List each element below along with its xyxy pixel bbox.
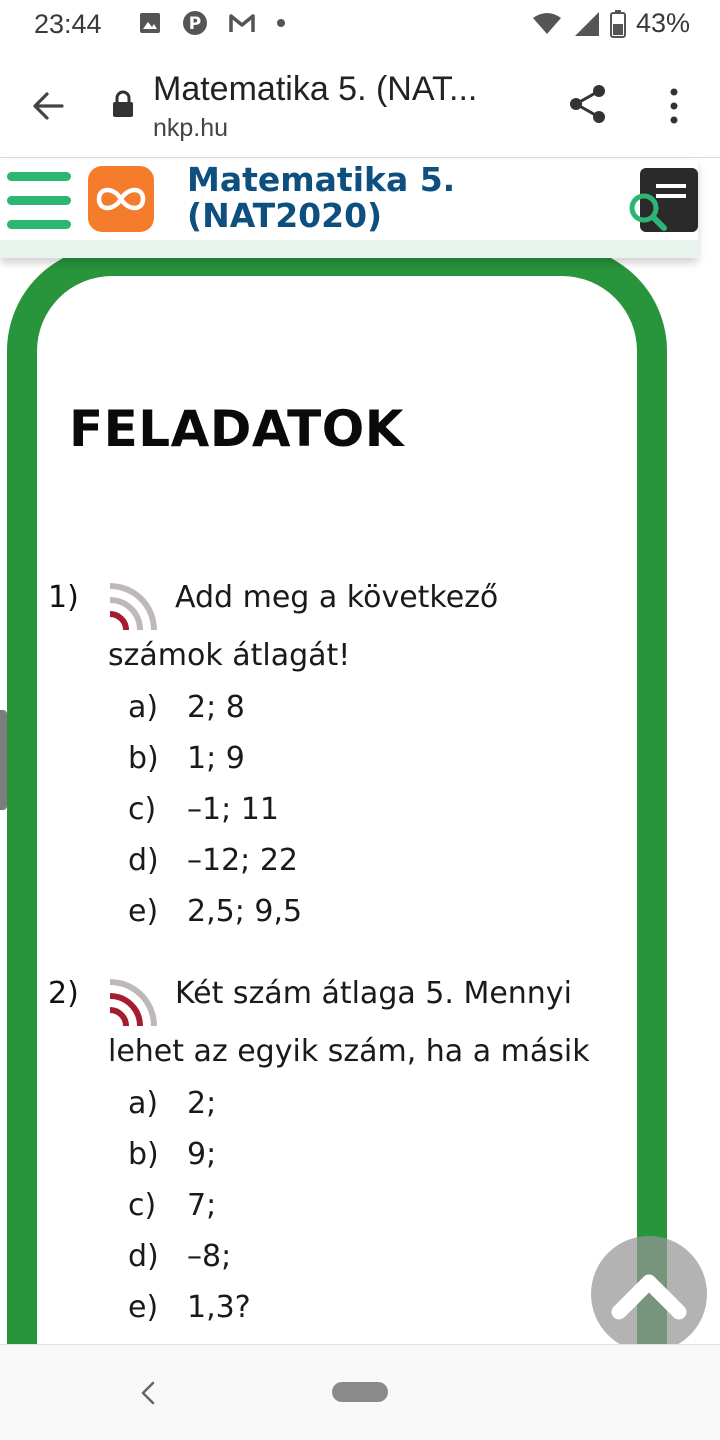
pinterest-icon (182, 10, 208, 36)
list-item (0, 792, 500, 836)
site-title-line1: Matematika 5. (187, 160, 456, 199)
lock-icon[interactable] (112, 90, 134, 118)
header-strip (0, 240, 698, 258)
task-number: 2) (48, 976, 79, 1011)
browser-toolbar (0, 52, 720, 158)
page-url[interactable]: nkp.hu (153, 114, 229, 142)
system-icons (532, 8, 690, 39)
item-letter: a) (128, 690, 159, 725)
list-item (0, 1086, 500, 1130)
item-value: 9; (187, 1137, 217, 1172)
item-value: –1; 11 (187, 792, 279, 827)
task-text-line2: számok átlagát! (108, 638, 351, 673)
item-value: 1; 9 (187, 741, 245, 776)
site-title[interactable] (187, 162, 455, 234)
svg-text:P: P (188, 14, 202, 34)
wifi-icon (532, 12, 562, 36)
dot-icon (276, 18, 286, 28)
task-text-line1: Add meg a következő (175, 580, 499, 615)
task-text-line1: Két szám átlaga 5. Mennyi (175, 976, 572, 1011)
site-logo[interactable] (88, 166, 154, 232)
list-item (0, 1137, 500, 1181)
nav-back-icon[interactable] (138, 1381, 158, 1405)
status-bar (0, 0, 720, 52)
hamburger-menu-icon[interactable] (7, 172, 71, 230)
item-letter: c) (128, 792, 157, 827)
battery-percent: 43% (635, 8, 690, 38)
nav-home-pill[interactable] (332, 1382, 388, 1402)
item-value: –12; 22 (187, 843, 298, 878)
edge-panel-handle[interactable] (0, 710, 7, 810)
list-item (0, 894, 500, 938)
list-item (0, 1290, 500, 1334)
item-letter: d) (128, 1239, 159, 1274)
list-item (0, 843, 500, 887)
list-item (0, 741, 500, 785)
list-item (0, 1188, 500, 1232)
section-heading: FELADATOK (69, 400, 405, 458)
chevron-up-icon (609, 1266, 689, 1322)
task-number: 1) (48, 580, 79, 615)
more-vert-icon[interactable] (664, 86, 684, 126)
site-title-line2: (NAT2020) (187, 196, 383, 235)
item-value: –8; (187, 1239, 232, 1274)
item-letter: b) (128, 1137, 159, 1172)
item-value: 1,3? (187, 1290, 251, 1325)
item-letter: d) (128, 843, 159, 878)
item-letter: c) (128, 1188, 157, 1223)
item-value: 7; (187, 1188, 217, 1223)
list-item (0, 690, 500, 734)
share-icon[interactable] (566, 82, 610, 126)
item-value: 2,5; 9,5 (187, 894, 303, 929)
list-item (0, 1239, 500, 1283)
difficulty-level-2-icon (106, 968, 168, 1030)
notification-icons (138, 10, 286, 36)
item-value: 2; 8 (187, 690, 245, 725)
item-letter: e) (128, 1290, 159, 1325)
scroll-to-top-button[interactable] (591, 1236, 707, 1352)
search-menu-icon[interactable] (626, 164, 698, 232)
gmail-icon (228, 12, 256, 34)
battery-icon (610, 10, 626, 38)
difficulty-level-1-icon (106, 572, 168, 634)
status-time: 23:44 (34, 9, 102, 39)
image-icon (138, 11, 162, 35)
signal-icon (572, 11, 600, 37)
item-value: 2; (187, 1086, 217, 1121)
item-letter: e) (128, 894, 159, 929)
page-title[interactable]: Matematika 5. (NAT... (153, 70, 478, 108)
infinity-icon (96, 184, 146, 214)
back-arrow-icon[interactable] (28, 86, 68, 126)
system-nav-bar (0, 1344, 720, 1440)
item-letter: a) (128, 1086, 159, 1121)
task-text-line2: lehet az egyik szám, ha a másik (108, 1034, 590, 1069)
item-letter: b) (128, 741, 159, 776)
site-header (0, 160, 698, 258)
